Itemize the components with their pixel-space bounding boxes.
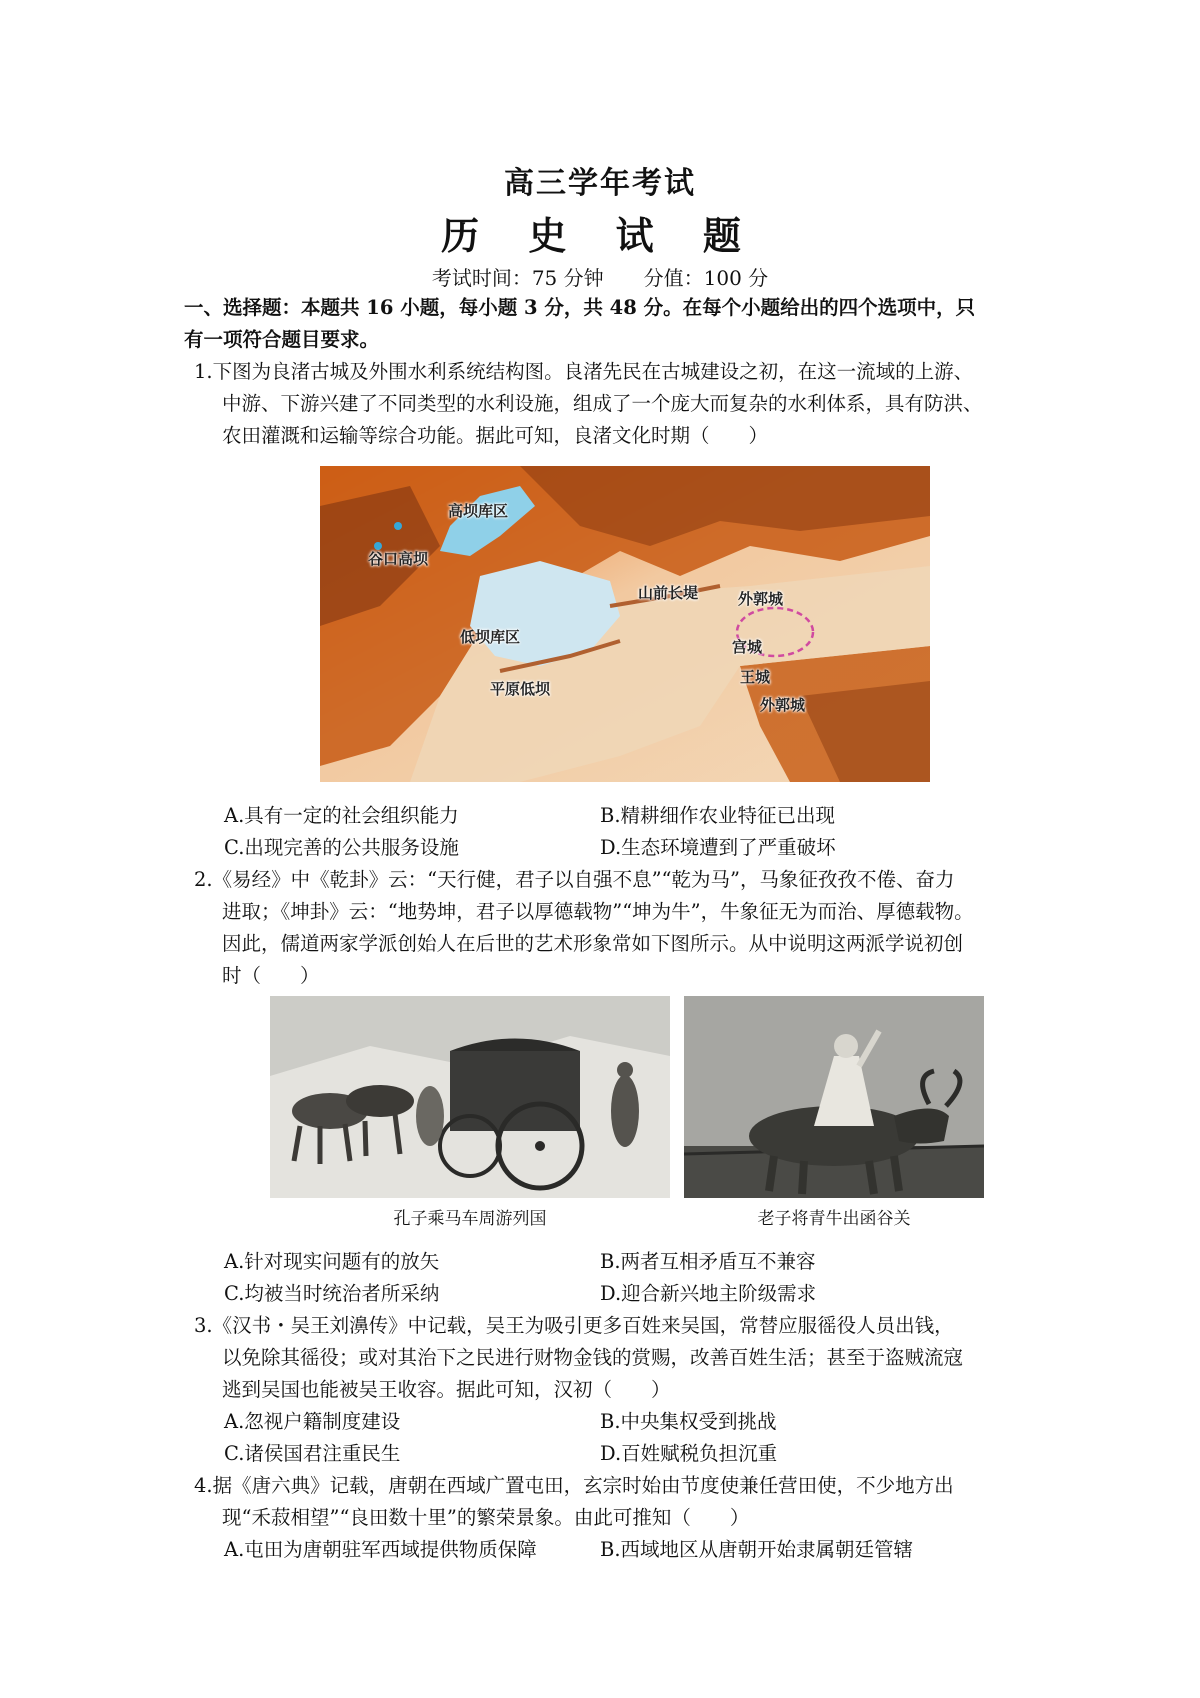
option[interactable]: C.均被当时统治者所采纳 [224,1282,440,1305]
option[interactable]: A.屯田为唐朝驻军西域提供物质保障 [224,1538,537,1561]
section-heading-line: 有一项符合题目要求。 [184,328,380,351]
question-number: 3. [194,1314,213,1337]
stem-line: 现“禾菽相望”“良田数十里”的繁荣景象。由此可推知（ ） [222,1506,750,1529]
laozi-ox-image [684,996,984,1198]
subject-title: 历 史 试 题 [441,213,759,258]
confucius-carriage-image [270,996,670,1198]
question-3-stem [194,1310,1034,1406]
option[interactable]: D.迎合新兴地主阶级需求 [600,1282,817,1305]
option[interactable]: A.针对现实问题有的放矢 [224,1250,440,1273]
terrain-map-graphic [320,466,930,782]
stem-line: 逃到吴国也能被吴王收容。据此可知，汉初（ ） [222,1378,671,1401]
stem-line: 《汉书・吴王刘濞传》中记载，吴王为吸引更多百姓来吴国，常替应服徭役人员出钱， [212,1314,954,1337]
option[interactable]: A.忽视户籍制度建设 [224,1410,401,1433]
stem-line: 下图为良渚古城及外围水利系统结构图。良渚先民在古城建设之初，在这一流域的上游、 [212,360,974,383]
option[interactable]: D.百姓赋税负担沉重 [600,1442,778,1465]
map-label: 低坝库区 [460,628,521,646]
exam-title: 高三学年考试 [504,166,696,201]
option[interactable]: C.出现完善的公共服务设施 [224,836,459,859]
map-label: 外郭城 [738,590,784,608]
figure-caption: 老子将青牛出函谷关 [757,1209,911,1229]
exam-score: 分值：100 分 [643,266,769,290]
question-2-stem [194,864,1034,992]
map-label: 外郭城 [760,696,806,714]
option[interactable]: B.两者互相矛盾互不兼容 [600,1250,816,1273]
stem-line: 据《唐六典》记载，唐朝在西域广置屯田，玄宗时始由节度使兼任营田使，不少地方出 [212,1474,954,1497]
stem-line: 因此，儒道两家学派创始人在后世的艺术形象常如下图所示。从中说明这两派学说初创 [222,932,964,955]
option[interactable]: B.中央集权受到挑战 [600,1410,777,1433]
section-heading-line: 一、选择题：本题共 16 小题，每小题 3 分，共 48 分。在每个小题给出的四个选项中，只 [184,296,976,319]
map-label: 平原低坝 [490,680,551,698]
question-number: 2. [194,868,213,891]
exam-time: 考试时间：75 分钟 [431,266,604,290]
option[interactable]: C.诸侯国君注重民生 [224,1442,401,1465]
stem-line: 农田灌溉和运输等综合功能。据此可知，良渚文化时期（ ） [222,424,769,447]
exam-meta [0,262,1200,291]
map-label: 山前长堤 [638,584,699,602]
carriage-painting-graphic [270,996,670,1198]
figure-caption: 孔子乘马车周游列国 [393,1209,547,1229]
option[interactable]: B.精耕细作农业特征已出现 [600,804,836,827]
map-label: 高坝库区 [448,502,509,520]
laozi-statue-graphic [684,996,984,1198]
section-heading [184,292,1028,356]
option[interactable]: D.生态环境遭到了严重破坏 [600,836,836,859]
map-label: 谷口高坝 [368,550,429,568]
stem-line: 中游、下游兴建了不同类型的水利设施，组成了一个庞大而复杂的水利体系，具有防洪、 [222,392,983,415]
liangzhu-water-system-map [320,466,930,782]
option[interactable]: A.具有一定的社会组织能力 [224,804,459,827]
question-number: 4. [194,1474,213,1497]
question-1-stem [194,356,1034,452]
stem-line: 进取；《坤卦》云：“地势坤，君子以厚德载物”“坤为牛”，牛象征无为而治、厚德载物。 [222,900,974,923]
question-4-stem [194,1470,1034,1534]
stem-line: 《易经》中《乾卦》云：“天行健，君子以自强不息”“乾为马”，马象征孜孜不倦、奋力 [212,868,955,891]
question-number: 1. [194,360,213,383]
map-label: 宫城 [732,638,763,656]
option[interactable]: B.西域地区从唐朝开始隶属朝廷管辖 [600,1538,914,1561]
stem-line: 时（ ） [222,964,320,987]
map-label: 王城 [740,668,771,686]
stem-line: 以免除其徭役；或对其治下之民进行财物金钱的赏赐，改善百姓生活；甚至于盗贼流寇 [222,1346,964,1369]
